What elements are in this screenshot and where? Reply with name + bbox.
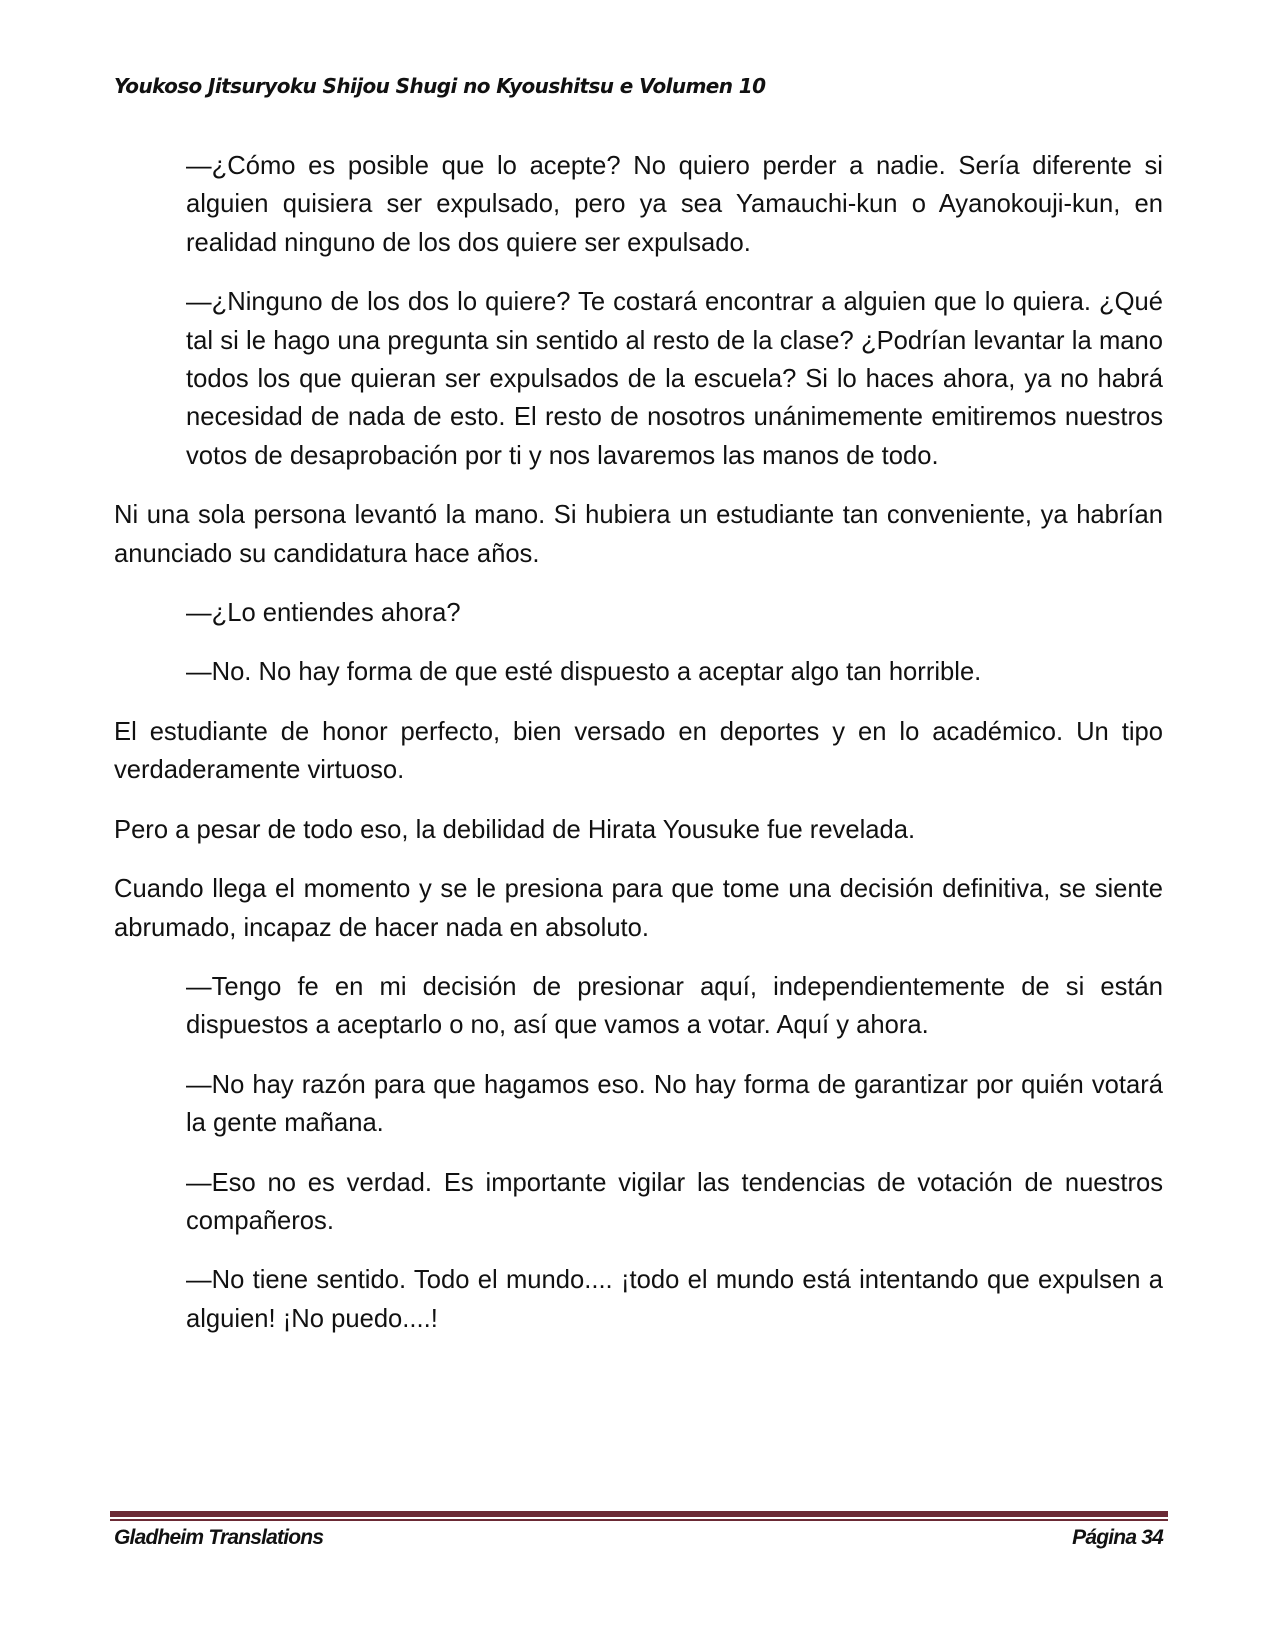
paragraph: Ni una sola persona levantó la mano. Si hubiera un estudiante tan conveniente, ya habrían anunciado su candidatura hace años. xyxy=(114,501,1163,568)
paragraph: —No tiene sentido. Todo el mundo.... ¡todo el mundo está intentando que expulsen a alguien! ¡No puedo....! xyxy=(186,1266,1163,1333)
paragraph: —Eso no es verdad. Es importante vigilar las tendencias de votación de nuestros compañeros. xyxy=(186,1168,1163,1235)
page-header-title: Youkoso Jitsuryoku Shijou Shugi no Kyoushitsu e Volumen 10 xyxy=(114,74,766,98)
paragraph: Cuando llega el momento y se le presiona para que tome una decisión definitiva, se siente abrumado, incapaz de hacer nada en absoluto. xyxy=(114,875,1163,942)
footer-translator: Gladheim Translations xyxy=(114,1526,324,1549)
paragraph: —No hay razón para que hagamos eso. No hay forma de garantizar por quién votará la gente mañana. xyxy=(186,1070,1163,1138)
paragraph: Pero a pesar de todo eso, la debilidad de Hirata Yousuke fue revelada. xyxy=(114,815,916,844)
paragraph: —¿Ninguno de los dos lo quiere? Te costará encontrar a alguien que lo quiera. ¿Qué tal si le hago una pregunta sin sentido al resto de la clase? ¿Podrían levantar la mano todos los que quieran ser expulsados de la escuela? Si lo haces ahora, ya no habrá necesidad de nada de esto. El resto de nosotros unánimemente emitiremos nuestros votos de desaprobación por ti y nos lavaremos las manos de todo. xyxy=(186,288,1163,470)
paragraph: —¿Cómo es posible que lo acepte? No quiero perder a nadie. Sería diferente si alguien quisiera ser expulsado, pero ya sea Yamauchi-kun o Ayanokouji-kun, en realidad ninguno de los dos quiere ser expulsado. xyxy=(186,152,1163,257)
page-body xyxy=(114,147,1163,1359)
footer-page-number: Página 34 xyxy=(1072,1526,1163,1549)
paragraph: —¿Lo entiendes ahora? xyxy=(186,599,461,628)
paragraph: —No. No hay forma de que esté dispuesto a aceptar algo tan horrible. xyxy=(186,658,982,687)
paragraph: El estudiante de honor perfecto, bien versado en deportes y en lo académico. Un tipo verdaderamente virtuoso. xyxy=(114,717,1163,785)
footer-rule-thin xyxy=(110,1519,1168,1521)
footer-rule-thick xyxy=(110,1511,1168,1517)
paragraph: —Tengo fe en mi decisión de presionar aquí, independientemente de si están dispuestos a aceptarlo o no, así que vamos a votar. Aquí y ahora. xyxy=(186,972,1163,1040)
